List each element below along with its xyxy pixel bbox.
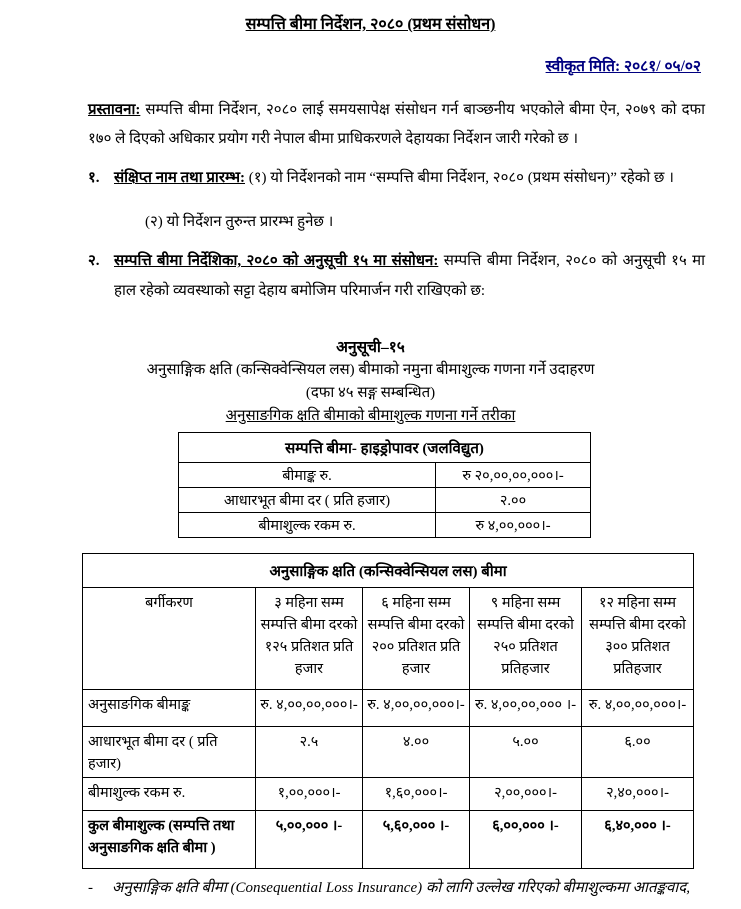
- schedule-subtitle-3: अनुसाङगिक क्षति बीमाको बीमाशुल्क गणना गर्ने तरीका: [225, 408, 516, 424]
- clause-1-text: (१) यो निर्देशनको नाम “सम्पत्ति बीमा निर्देशन, २०८० (प्रथम संसोधन)” रहेको छ ।: [248, 170, 674, 186]
- cell-value: ५.००: [470, 727, 582, 778]
- column-header: ९ महिना सम्म सम्पत्ति बीमा दरको २५० प्रतिशत प्रतिहजार: [470, 588, 582, 690]
- clause-1-number: १.: [88, 170, 100, 186]
- schedule-15-block: [0, 336, 741, 428]
- cell-value: ६,४०,००० ।-: [582, 811, 694, 869]
- clause-2-body: [114, 246, 705, 306]
- row-label: बीमाङ्क रु.: [179, 463, 436, 488]
- footnote-text: अनुसाङ्गिक क्षति बीमा (Consequential Loss Insurance) को लागि उल्लेख गरिएको बीमाशुल्कमा आतङ्कवाद,: [112, 880, 690, 896]
- preamble-paragraph: [88, 96, 705, 154]
- cell-value: १,६०,०००।-: [363, 778, 470, 811]
- row-label: बीमाशुल्क रकम रु.: [83, 778, 256, 811]
- cell-value: रु. ४,००,००,०००।-: [363, 690, 470, 727]
- row-label: आधारभूत बीमा दर ( प्रति हजार): [179, 488, 436, 513]
- table-row: [179, 488, 591, 513]
- clause-2-number: २.: [88, 253, 100, 269]
- table-row: [83, 690, 694, 727]
- row-value: रु २०,००,००,०००।-: [436, 463, 591, 488]
- total-row: [83, 811, 694, 869]
- footnote: [88, 878, 705, 898]
- document-page: [0, 12, 741, 909]
- table-row: [179, 463, 591, 488]
- clause-1-subclause: (२) यो निर्देशन तुरुन्त प्रारम्भ हुनेछ ।: [145, 214, 334, 230]
- preamble-text: सम्पत्ति बीमा निर्देशन, २०८० लाई समयसापेक्ष संसोधन गर्न बाञ्छनीय भएकोले बीमा ऐन, २०७९ को दफा १७० ले दिएको अधिकार प्रयोग गरी नेपाल बीमा प्राधिकरणले देहायका निर्देशन जारी गरेको छ ।: [88, 102, 705, 147]
- cell-value: रु. ४,००,००,००० ।-: [470, 690, 582, 727]
- row-label: आधारभूत बीमा दर ( प्रति हजार): [83, 727, 256, 778]
- cell-value: रु. ४,००,००,०००।-: [582, 690, 694, 727]
- row-value: रु ४,००,०००।-: [436, 513, 591, 538]
- cell-value: १,००,०००।-: [256, 778, 363, 811]
- document-title: सम्पत्ति बीमा निर्देशन, २०८० (प्रथम संसोधन): [245, 16, 496, 33]
- table-row: [179, 513, 591, 538]
- column-header-row: [83, 588, 694, 690]
- consequential-loss-table: [82, 553, 694, 869]
- cell-value: २,००,०००।-: [470, 778, 582, 811]
- cell-value: ५,६०,००० ।-: [363, 811, 470, 869]
- cell-value: ६,००,००० ।-: [470, 811, 582, 869]
- cell-value: ५,००,००० ।-: [256, 811, 363, 869]
- approval-date: स्वीकृत मिति: २०८१/ ०५/०२: [545, 58, 701, 75]
- table-row: [83, 778, 694, 811]
- clause-2-text: सम्पत्ति बीमा निर्देशन, २०८० को अनुसूची १५ मा हाल रहेको व्यवस्थाको सट्टा देहाय बमोजिम परिमार्जन गरी राखिएको छ:: [114, 253, 705, 299]
- row-value: २.००: [436, 488, 591, 513]
- cell-value: ६.००: [582, 727, 694, 778]
- table-row: [83, 554, 694, 588]
- preamble-label: प्रस्तावना:: [88, 102, 141, 118]
- consequential-table-header: अनुसाङ्गिक क्षति (कन्सिक्वेन्सियल लस) बीमा: [83, 554, 694, 588]
- cell-value: रु. ४,००,००,०००।-: [256, 690, 363, 727]
- cell-value: ४.००: [363, 727, 470, 778]
- column-header: १२ महिना सम्म सम्पत्ति बीमा दरको ३०० प्रतिशत प्रतिहजार: [582, 588, 694, 690]
- cell-value: २.५: [256, 727, 363, 778]
- table-row: [83, 727, 694, 778]
- clause-1-heading: संक्षिप्त नाम तथा प्रारम्भ:: [114, 170, 245, 186]
- clause-1: [88, 163, 705, 193]
- hydropower-table-header: सम्पत्ति बीमा- हाइड्रोपावर (जलविद्युत): [179, 433, 591, 463]
- schedule-title: अनुसूची–१५: [336, 339, 405, 356]
- schedule-subtitle-1: अनुसाङ्गिक क्षति (कन्सिक्वेन्सियल लस) बीमाको नमुना बीमाशुल्क गणना गर्ने उदाहरण: [146, 362, 595, 378]
- cell-value: २,४०,०००।-: [582, 778, 694, 811]
- row-label: अनुसाङगिक बीमाङ्क: [83, 690, 256, 727]
- column-header: ३ महिना सम्म सम्पत्ति बीमा दरको १२५ प्रतिशत प्रति हजार: [256, 588, 363, 690]
- hydropower-premium-table: [178, 432, 591, 538]
- row-label: बीमाशुल्क रकम रु.: [179, 513, 436, 538]
- clause-1-body: [114, 163, 705, 193]
- footnote-dash: -: [88, 880, 93, 896]
- table-row: [179, 433, 591, 463]
- column-header: बर्गीकरण: [83, 588, 256, 690]
- row-label: कुल बीमाशुल्क (सम्पत्ति तथा अनुसाङगिक क्षति बीमा ): [83, 811, 256, 869]
- schedule-subtitle-2: (दफा ४५ सङ्ग सम्बन्धित): [305, 385, 436, 401]
- column-header: ६ महिना सम्म सम्पत्ति बीमा दरको २०० प्रतिशत प्रति हजार: [363, 588, 470, 690]
- clause-2: [88, 246, 705, 306]
- clause-2-heading: सम्पत्ति बीमा निर्देशिका, २०८० को अनुसूची १५ मा संसोधन:: [114, 253, 439, 269]
